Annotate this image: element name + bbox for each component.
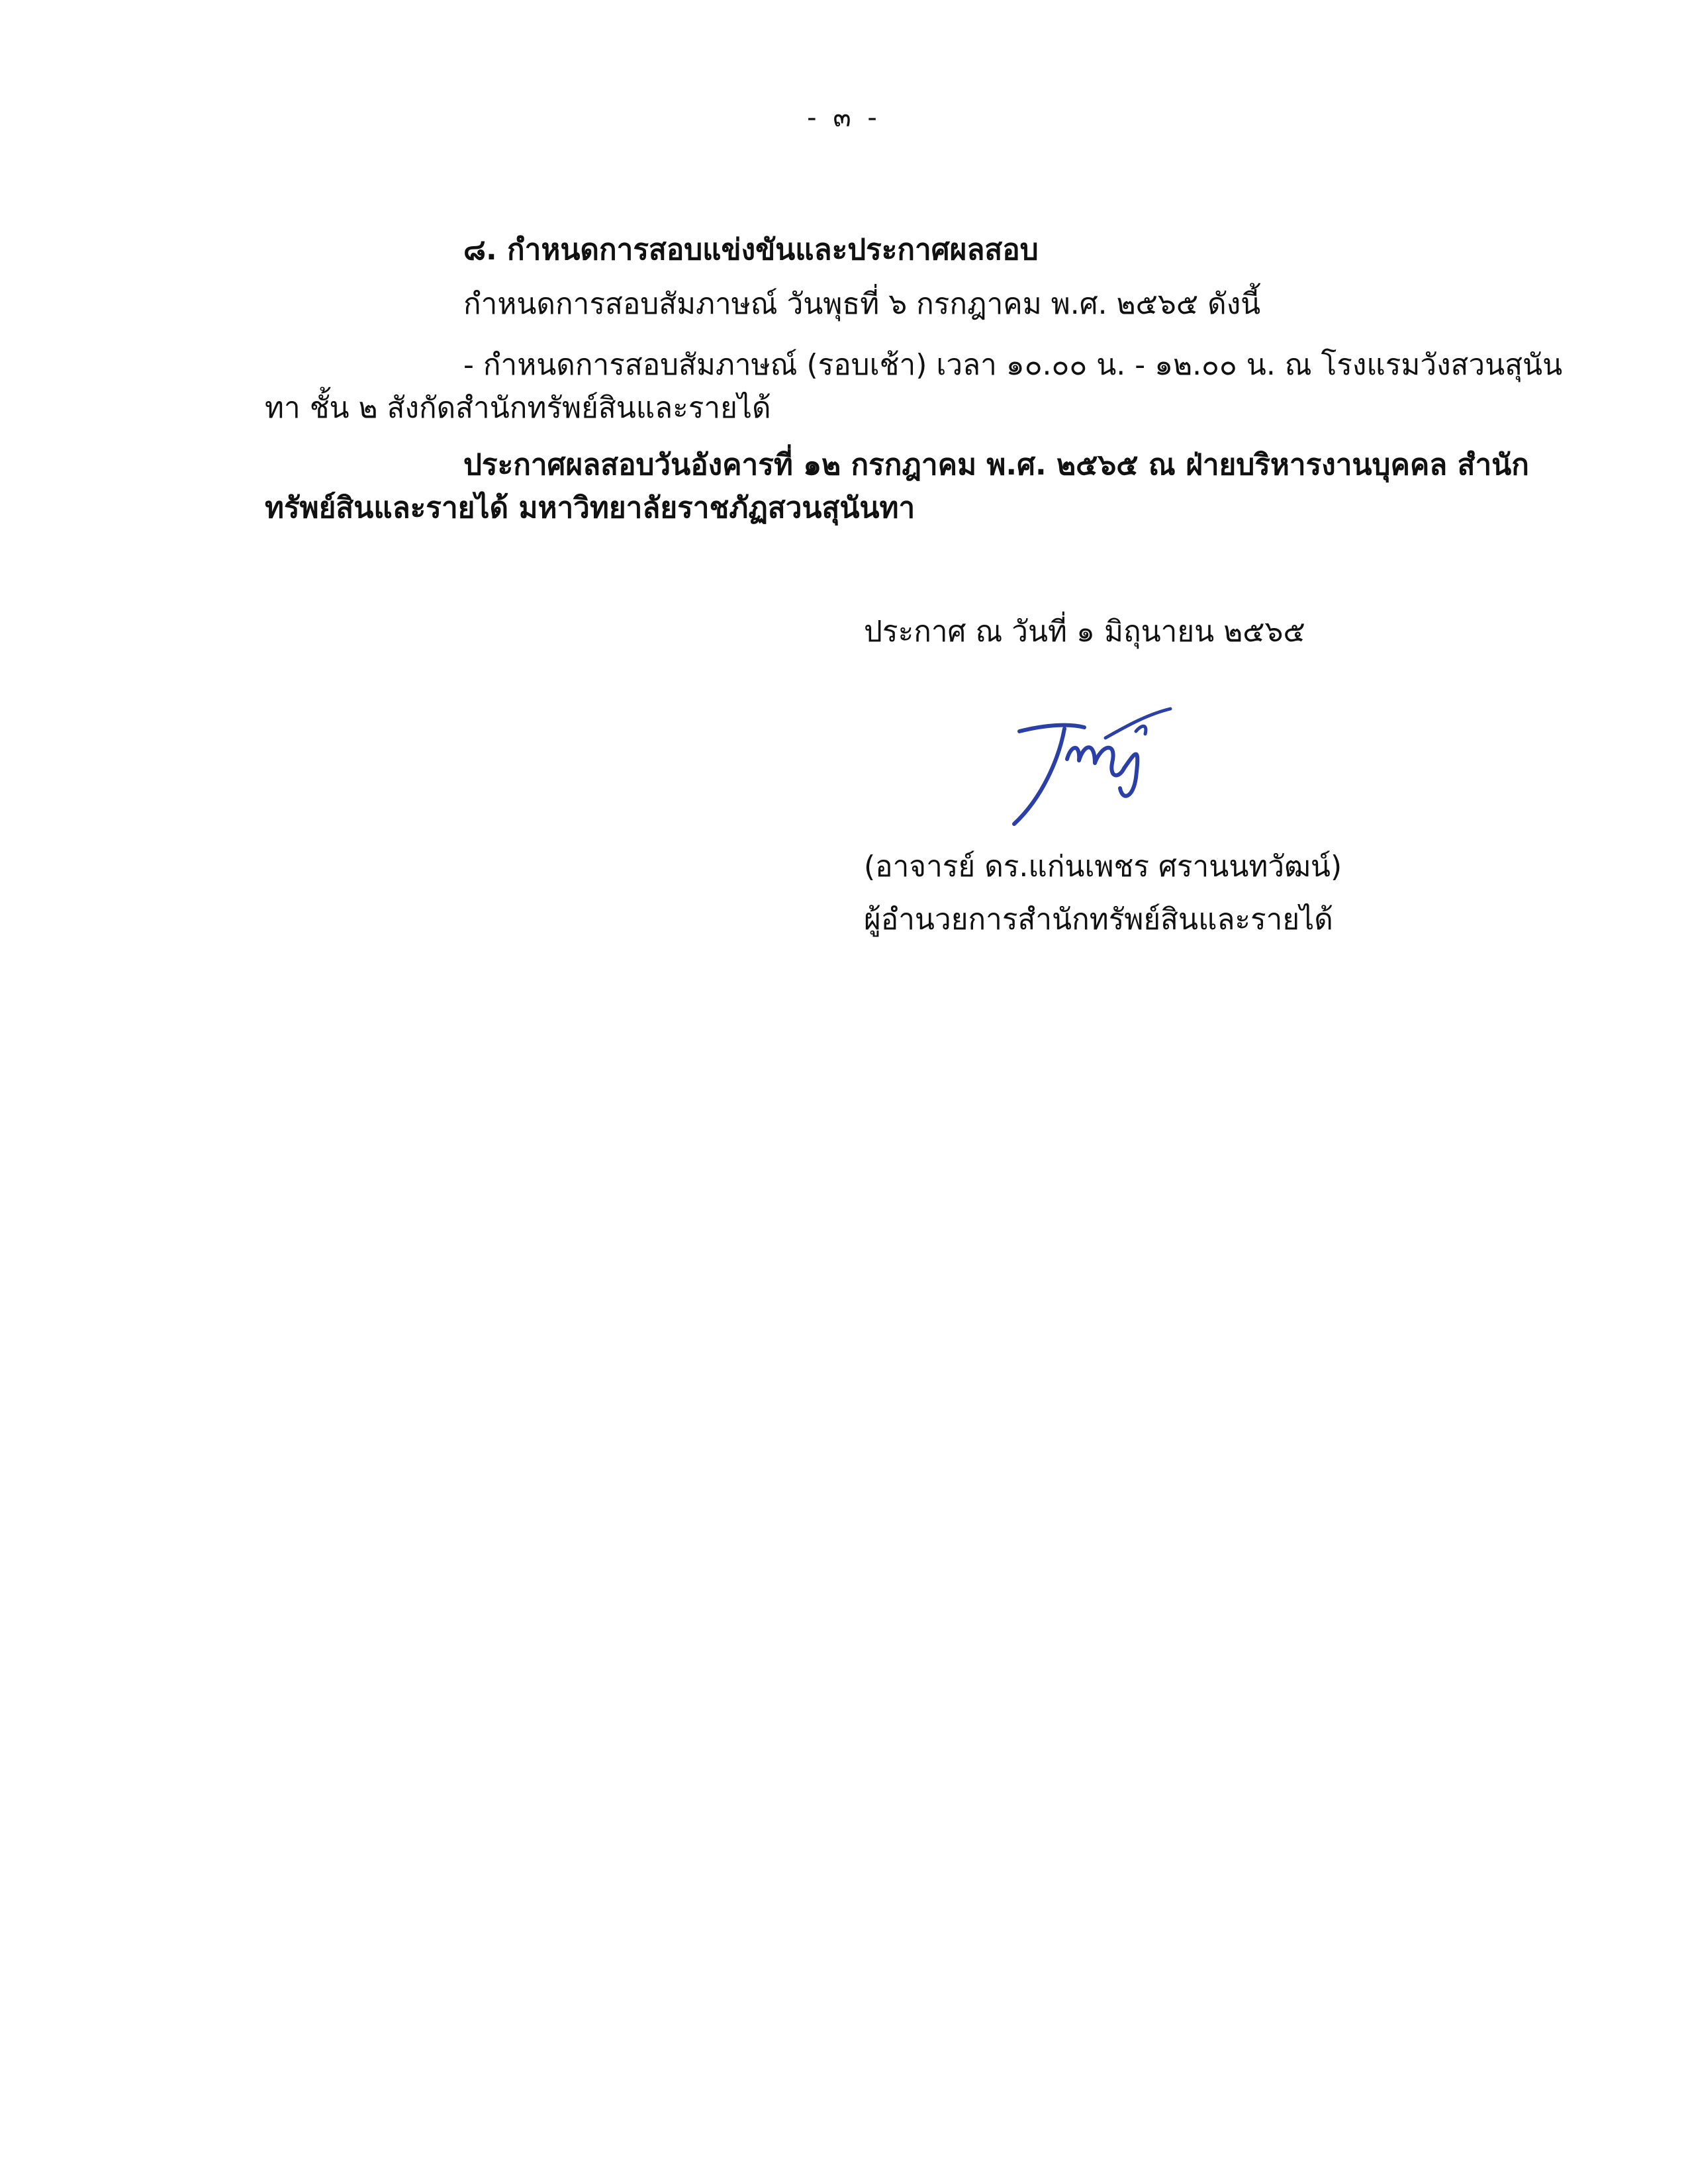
signatory-title: ผู้อำนวยการสำนักทรัพย์สินและรายได้ [864,903,1333,936]
schedule-text-line-2: ทา ชั้น ๒ สังกัดสำนักทรัพย์สินและรายได้ [265,391,771,425]
result-announcement-line-2: ทรัพย์สินและรายได้ มหาวิทยาลัยราชภัฏสวนสุนันทา [265,491,915,525]
result-announcement-line-1: ประกาศผลสอบวันอังคารที่ ๑๒ กรกฎาคม พ.ศ. ๒๕๖๕ ณ ฝ่ายบริหารงานบุคคล สำนัก [463,448,1529,482]
schedule-text-line-1: - กำหนดการสอบสัมภาษณ์ (รอบเช้า) เวลา ๑๐.๐๐ น. - ๑๒.๐๐ น. ณ โรงแรมวังสวนสุนัน [463,348,1563,382]
signatory-name: (อาจารย์ ดร.แก่นเพชร ศรานนทวัฒน์) [864,850,1342,884]
signature-image [1006,705,1178,837]
announcement-date: ประกาศ ณ วันที่ ๑ มิถุนายน ๒๕๖๕ [864,615,1305,649]
page-number: - ๓ - [807,103,881,133]
interview-date-text: กำหนดการสอบสัมภาษณ์ วันพุธที่ ๖ กรกฎาคม พ.ศ. ๒๕๖๕ ดังนี้ [463,287,1261,321]
section-heading: ๘. กำหนดการสอบแข่งขันและประกาศผลสอบ [463,233,1039,267]
